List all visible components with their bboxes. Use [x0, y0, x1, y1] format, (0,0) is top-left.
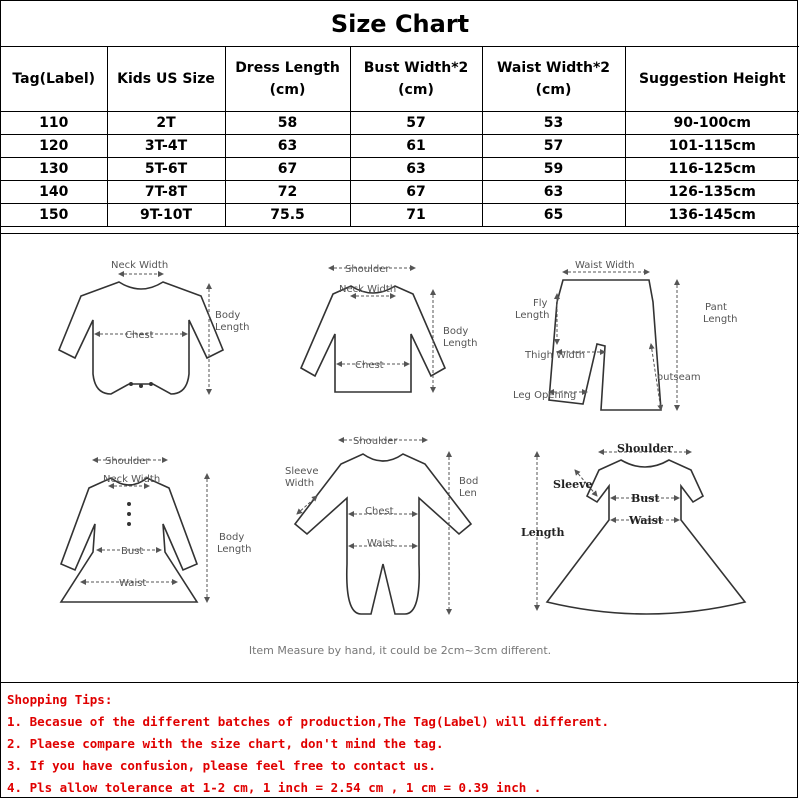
table-row [1, 135, 799, 158]
romper-diagram [59, 260, 250, 394]
pants-fly-length-label: Length [515, 310, 550, 321]
size-table [1, 47, 799, 227]
cell-height: 136-145cm [625, 204, 799, 227]
jumpsuit-length-label: Len [459, 488, 477, 499]
pants-thigh-label: Thigh Width [525, 350, 586, 361]
romper-chest-label: Chest [125, 330, 154, 341]
cell-size: 7T-8T [107, 181, 225, 204]
tip-item: 4. Pls allow tolerance at 1-2 cm, 1 inch = 2.54 cm , 1 cm = 0.39 inch . [7, 780, 542, 795]
shirt-shoulder-label: Shoulder [345, 264, 390, 275]
table-row [1, 204, 799, 227]
shirt-chest-label: Chest [355, 360, 384, 371]
jumpsuit-shoulder-label: Shoulder [353, 436, 398, 447]
cell-dress-length: 75.5 [225, 204, 350, 227]
dress1-neck-label: Neck Width [103, 474, 161, 485]
jumpsuit-body-label: Bod [459, 476, 479, 487]
shirt-diagram [301, 264, 478, 392]
cell-size: 2T [107, 112, 225, 135]
jumpsuit-waist-label: Waist [367, 538, 395, 549]
table-row [1, 181, 799, 204]
cell-waist: 53 [482, 112, 625, 135]
cell-dress-length: 72 [225, 181, 350, 204]
cell-waist: 65 [482, 204, 625, 227]
cell-dress-length: 63 [225, 135, 350, 158]
measurement-illustrations [1, 234, 799, 682]
jumpsuit-diagram [285, 436, 478, 614]
cell-waist: 59 [482, 158, 625, 181]
dress2-bust-label: Bust [631, 492, 660, 505]
cell-bust: 57 [350, 112, 482, 135]
cell-bust: 71 [350, 204, 482, 227]
cell-dress-length: 58 [225, 112, 350, 135]
pants-waist-label: Waist Width [575, 260, 635, 271]
cell-height: 126-135cm [625, 181, 799, 204]
cell-tag: 130 [1, 158, 107, 181]
jumpsuit-sleeve-width-label: Width [285, 478, 315, 489]
dress1-bust-label: Bust [121, 546, 144, 557]
cell-waist: 63 [482, 181, 625, 204]
dress1-length-label: Length [217, 544, 252, 555]
dress2-length-label: Length [521, 526, 565, 539]
tips-heading: Shopping Tips: [7, 692, 113, 707]
header-kids-us-size: Kids US Size [107, 47, 225, 112]
jumpsuit-outline [295, 454, 471, 614]
jumpsuit-chest-label: Chest [365, 506, 394, 517]
pants-pant-length-label: Length [703, 314, 738, 325]
cell-waist: 57 [482, 135, 625, 158]
pants-pant-label: Pant [705, 302, 727, 313]
shirt-length-label: Length [443, 338, 478, 349]
cell-size: 9T-10T [107, 204, 225, 227]
tip-item: 3. If you have confusion, please feel free to contact us. [7, 758, 436, 773]
cell-tag: 120 [1, 135, 107, 158]
cell-size: 5T-6T [107, 158, 225, 181]
shirt-body-label: Body [443, 326, 469, 337]
dress1-waist-label: Waist [119, 578, 147, 589]
pants-leg-label: Leg Opening [513, 390, 577, 401]
shirt-outline [301, 286, 445, 392]
header-dress-length: Dress Length (cm) [225, 47, 350, 112]
shopping-tips [7, 689, 787, 799]
pants-outseam-label: outseam [657, 372, 701, 383]
dress2-sleeve-label: Sleeve [553, 478, 593, 491]
cell-size: 3T-4T [107, 135, 225, 158]
cell-tag: 150 [1, 204, 107, 227]
header-waist-width: Waist Width*2 (cm) [482, 47, 625, 112]
table-row [1, 158, 799, 181]
pants-diagram [513, 260, 738, 410]
romper-length-label: Length [215, 322, 250, 333]
dress2-waist-label: Waist [629, 514, 663, 527]
cell-bust: 63 [350, 158, 482, 181]
tip-item: 2. Plaese compare with the size chart, don't mind the tag. [7, 736, 444, 751]
measurement-diagrams [1, 233, 799, 683]
cell-bust: 67 [350, 181, 482, 204]
table-header-row [1, 47, 799, 112]
cell-bust: 61 [350, 135, 482, 158]
page-title: Size Chart [1, 1, 799, 47]
cell-height: 90-100cm [625, 112, 799, 135]
cell-tag: 140 [1, 181, 107, 204]
jumpsuit-sleeve-label: Sleeve [285, 466, 319, 477]
dress1-shoulder-label: Shoulder [105, 456, 150, 467]
romper-neck-label: Neck Width [111, 260, 169, 271]
cell-height: 101-115cm [625, 135, 799, 158]
dress2-shoulder-label: Shoulder [617, 442, 673, 455]
dress2-diagram [521, 442, 745, 614]
pants-fly-label: Fly [533, 298, 548, 309]
header-suggestion-height: Suggestion Height [625, 47, 799, 112]
shirt-neck-label: Neck Width [339, 284, 397, 295]
tip-item: 1. Becasue of the different batches of production,The Tag(Label) will different. [7, 714, 610, 729]
cell-tag: 110 [1, 112, 107, 135]
dress1-body-label: Body [219, 532, 245, 543]
romper-body-label: Body [215, 310, 241, 321]
cell-dress-length: 67 [225, 158, 350, 181]
header-tag: Tag(Label) [1, 47, 107, 112]
cell-height: 116-125cm [625, 158, 799, 181]
measurement-note: Item Measure by hand, it could be 2cm~3cm different. [248, 644, 552, 657]
header-bust-width: Bust Width*2 (cm) [350, 47, 482, 112]
table-row [1, 112, 799, 135]
dress1-diagram [61, 456, 252, 602]
